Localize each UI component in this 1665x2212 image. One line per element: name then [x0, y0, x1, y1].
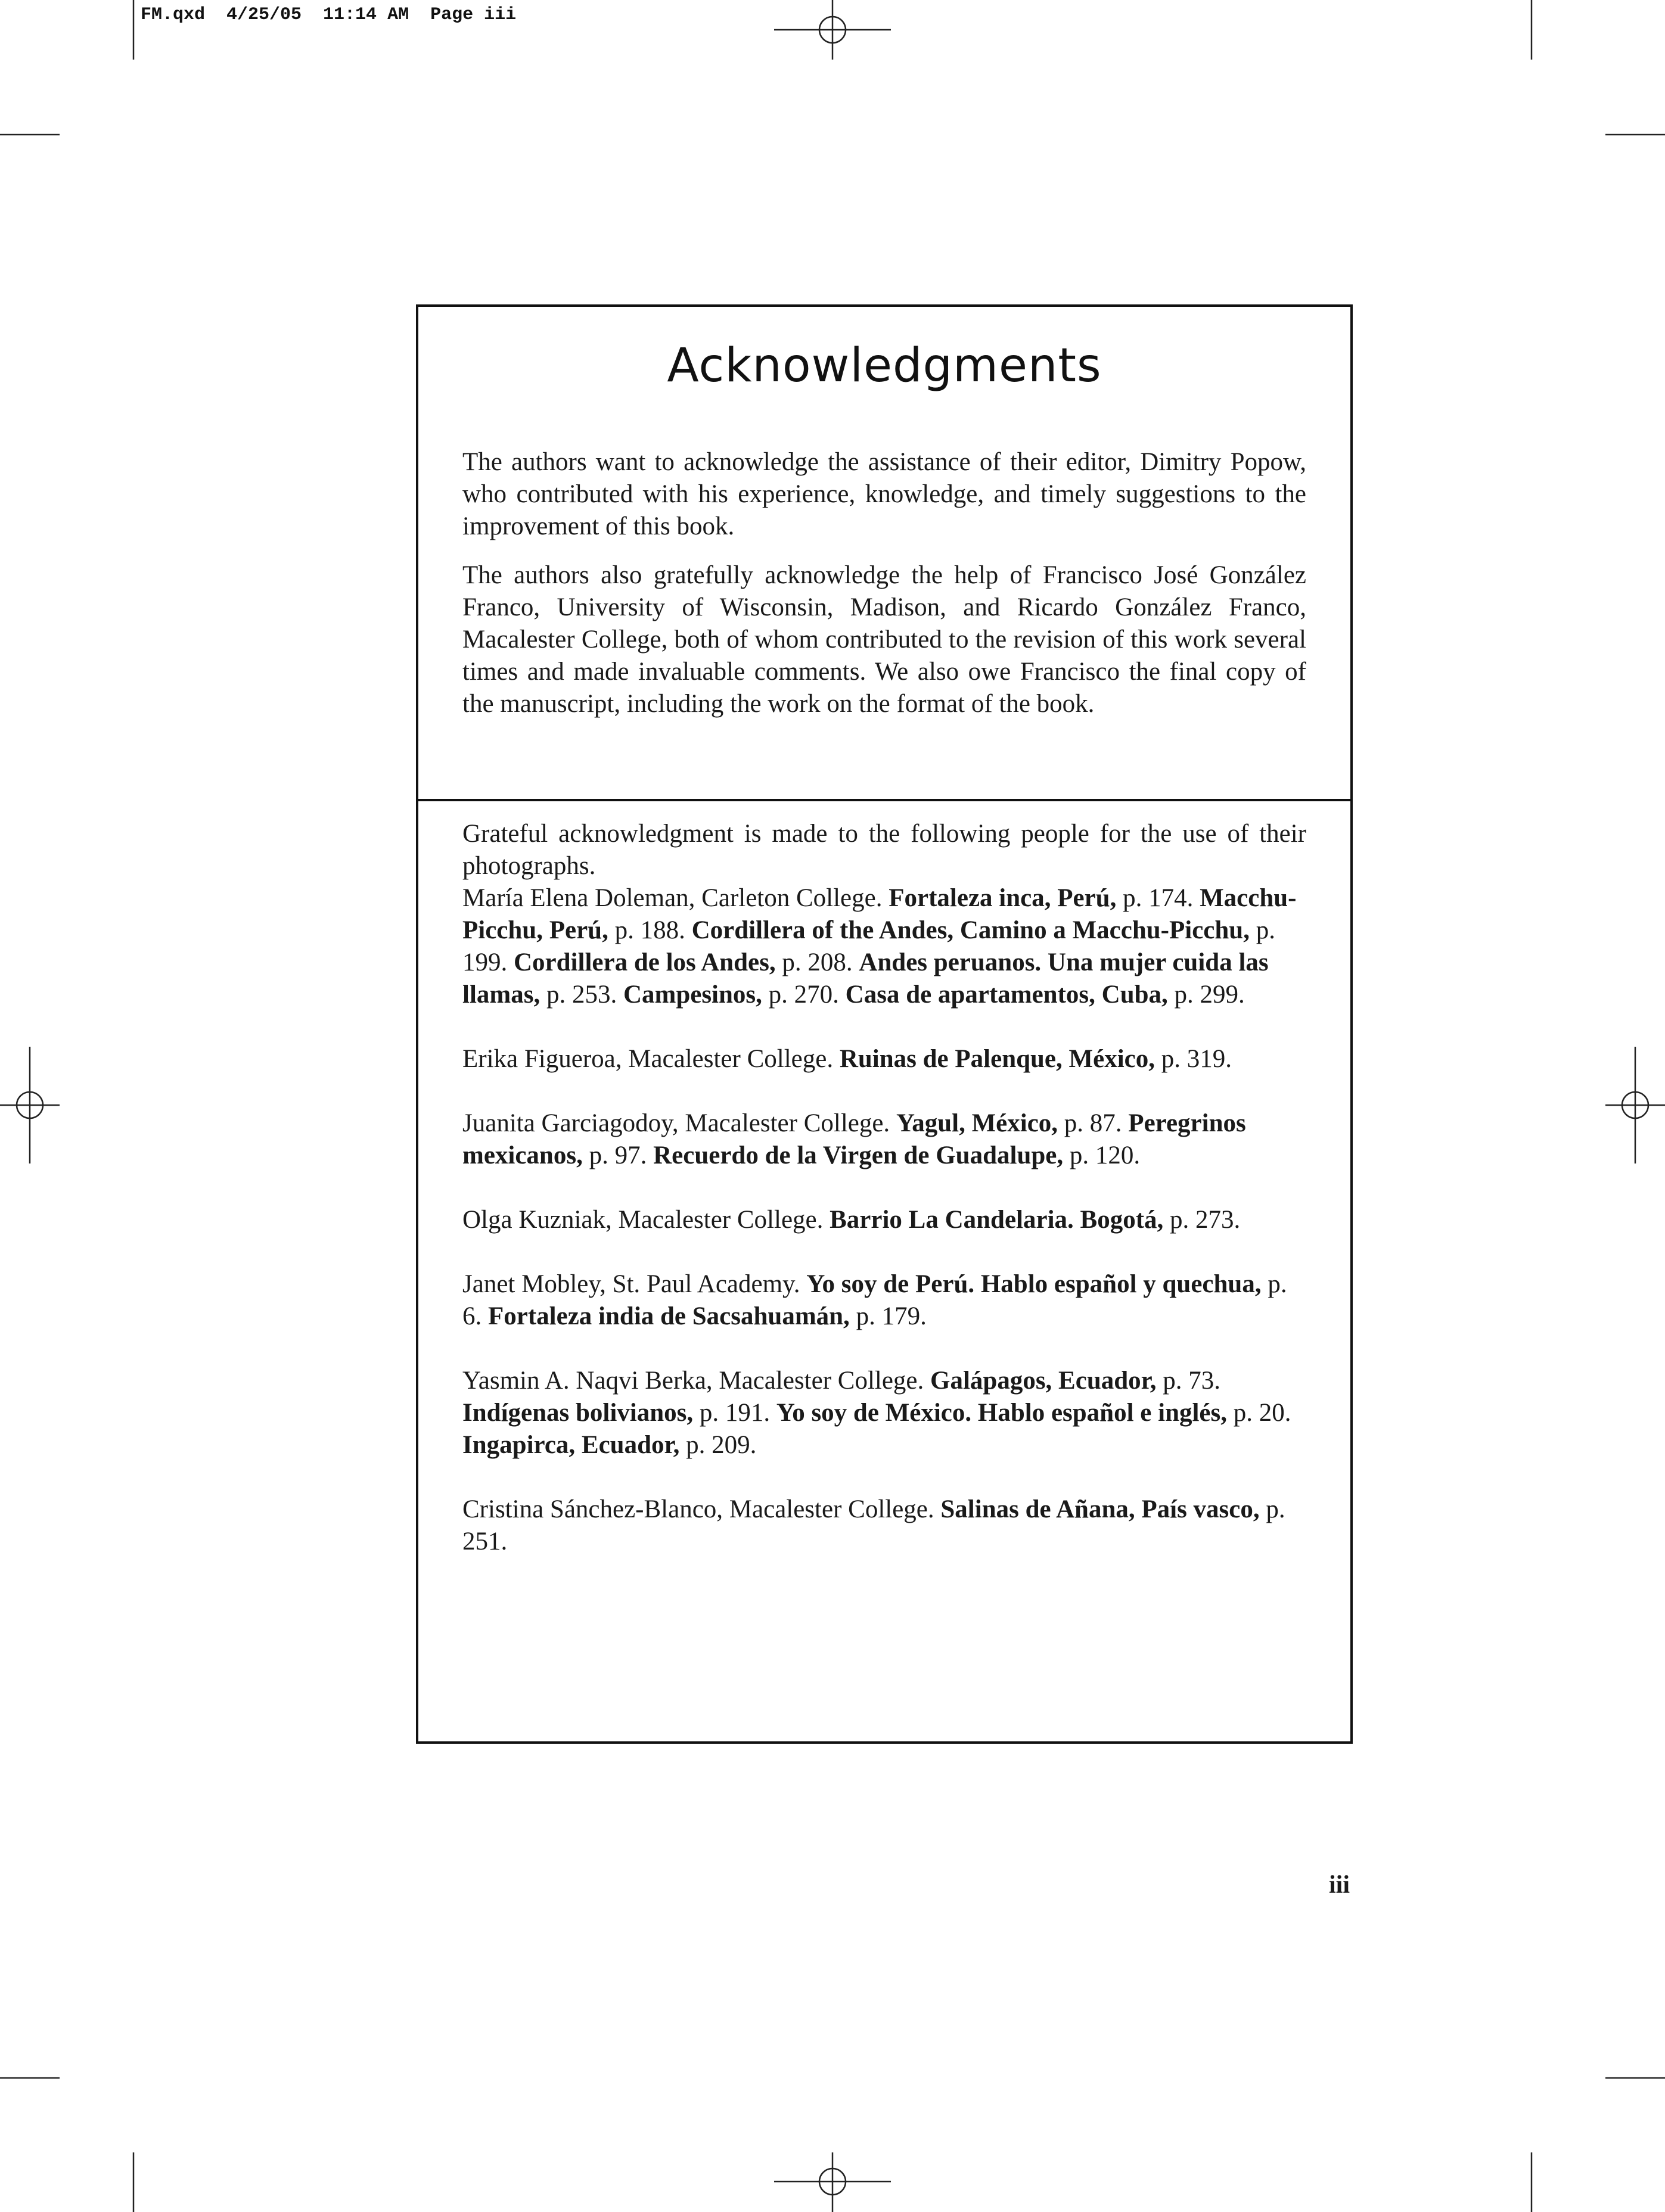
credit-text: p. 199.: [462, 916, 1275, 976]
credit-text: Yasmin A. Naqvi Berka, Macalester College.: [462, 1367, 931, 1395]
photo-title: Fortaleza inca, Perú,: [889, 884, 1117, 912]
photo-title: Fortaleza india de Sacsahuamán,: [488, 1302, 850, 1330]
page-title: Acknowledgments: [667, 339, 1102, 393]
credit-text: p. 73.: [1156, 1367, 1221, 1395]
photo-title: Galápagos, Ecuador,: [930, 1367, 1157, 1395]
credit-text: p. 87.: [1058, 1109, 1129, 1137]
photo-title: Cordillera de los Andes,: [514, 948, 776, 976]
registration-target-left: [0, 1047, 60, 1163]
credit-text: Cristina Sánchez-Blanco, Macalester College.: [462, 1495, 941, 1523]
credit-text: Olga Kuzniak, Macalester College.: [462, 1206, 830, 1234]
photo-credit-naqvi-berka: [462, 1365, 1306, 1461]
credit-text: p. 299.: [1167, 981, 1245, 1009]
photo-title: Yo soy de México. Hablo español e inglés,: [776, 1399, 1227, 1427]
photo-credit-figueroa: [462, 1043, 1306, 1075]
credit-text: p. 319.: [1154, 1045, 1232, 1073]
registration-target-top: [774, 0, 891, 60]
photo-title: Peregrinos mexicanos,: [462, 1109, 1246, 1169]
photo-title: Ruinas de Palenque, México,: [839, 1045, 1155, 1073]
credit-text: Janet Mobley, St. Paul Academy.: [462, 1270, 807, 1298]
acknowledgments-section: [418, 307, 1350, 801]
credit-text: p. 251.: [462, 1495, 1285, 1555]
printer-slug: FM.qxd 4/25/05 11:14 AM Page iii: [141, 5, 517, 25]
photo-title: Yo soy de Perú. Hablo español y quechua,: [806, 1270, 1262, 1298]
photo-title: Cordillera of the Andes, Camino a Macchu-Picchu,: [691, 916, 1250, 944]
credit-text: p. 120.: [1063, 1141, 1141, 1169]
page-number: iii: [1329, 1871, 1350, 1899]
credit-text: p. 273.: [1163, 1206, 1241, 1234]
photo-title: Andes peruanos. Una mujer cuida las llamas,: [462, 948, 1269, 1009]
photo-credit-sanchez-blanco: [462, 1494, 1306, 1558]
acknowledgments-frame: [416, 304, 1353, 1744]
credit-text: p. 6.: [462, 1270, 1287, 1330]
credit-text: p. 253.: [540, 981, 623, 1009]
credit-text: p. 209.: [679, 1431, 757, 1459]
photo-credit-garciagodoy: [462, 1107, 1306, 1172]
photo-credit-doleman: [462, 882, 1306, 1011]
photo-credit-kuzniak: [462, 1204, 1306, 1236]
photo-title: Recuerdo de la Virgen de Guadalupe,: [653, 1141, 1064, 1169]
credit-text: María Elena Doleman, Carleton College.: [462, 884, 889, 912]
credit-text: p. 97.: [582, 1141, 654, 1169]
editor-acknowledgment-paragraph: The authors want to acknowledge the assistance of their editor, Dimitry Popow, who contributed with his experience, knowledge, and timely suggestions to the improvement of this book.: [462, 448, 1306, 540]
photo-credit-mobley: [462, 1268, 1306, 1333]
photo-title: Casa de apartamentos, Cuba,: [845, 981, 1168, 1009]
credit-text: p. 191.: [693, 1399, 776, 1427]
photo-title: Salinas de Añana, País vasco,: [940, 1495, 1260, 1523]
photo-title: Yagul, México,: [896, 1109, 1058, 1137]
credit-text: Juanita Garciagodoy, Macalester College.: [462, 1109, 896, 1137]
credit-text: Erika Figueroa, Macalester College.: [462, 1045, 840, 1073]
credit-text: p. 20.: [1227, 1399, 1291, 1427]
photo-credits-intro: Grateful acknowledgment is made to the following people for the use of their photographs.: [462, 820, 1306, 880]
credit-text: p. 188.: [608, 916, 692, 944]
photo-title: Campesinos,: [623, 981, 762, 1009]
photo-title: Ingapirca, Ecuador,: [462, 1431, 680, 1459]
credit-text: p. 270.: [762, 981, 846, 1009]
photo-title: Indígenas bolivianos,: [462, 1399, 694, 1427]
registration-target-right: [1605, 1047, 1665, 1163]
photo-title: Barrio La Candelaria. Bogotá,: [830, 1206, 1164, 1234]
registration-target-bottom: [774, 2152, 891, 2212]
credit-text: p. 174.: [1116, 884, 1200, 912]
photo-title: Macchu-Picchu, Perú,: [462, 884, 1297, 944]
credit-text: p. 179.: [849, 1302, 927, 1330]
reviewers-acknowledgment-paragraph: The authors also gratefully acknowledge the help of Francisco José González Franco, University of Wisconsin, Madison, and Ricardo González Franco, Macalester College, both of whom contributed to the revision of this work several times and made invaluable comments. We also owe Francisco the final copy of the manuscript, including the work on the format of the book.: [462, 561, 1306, 718]
credit-text: p. 208.: [775, 948, 859, 976]
